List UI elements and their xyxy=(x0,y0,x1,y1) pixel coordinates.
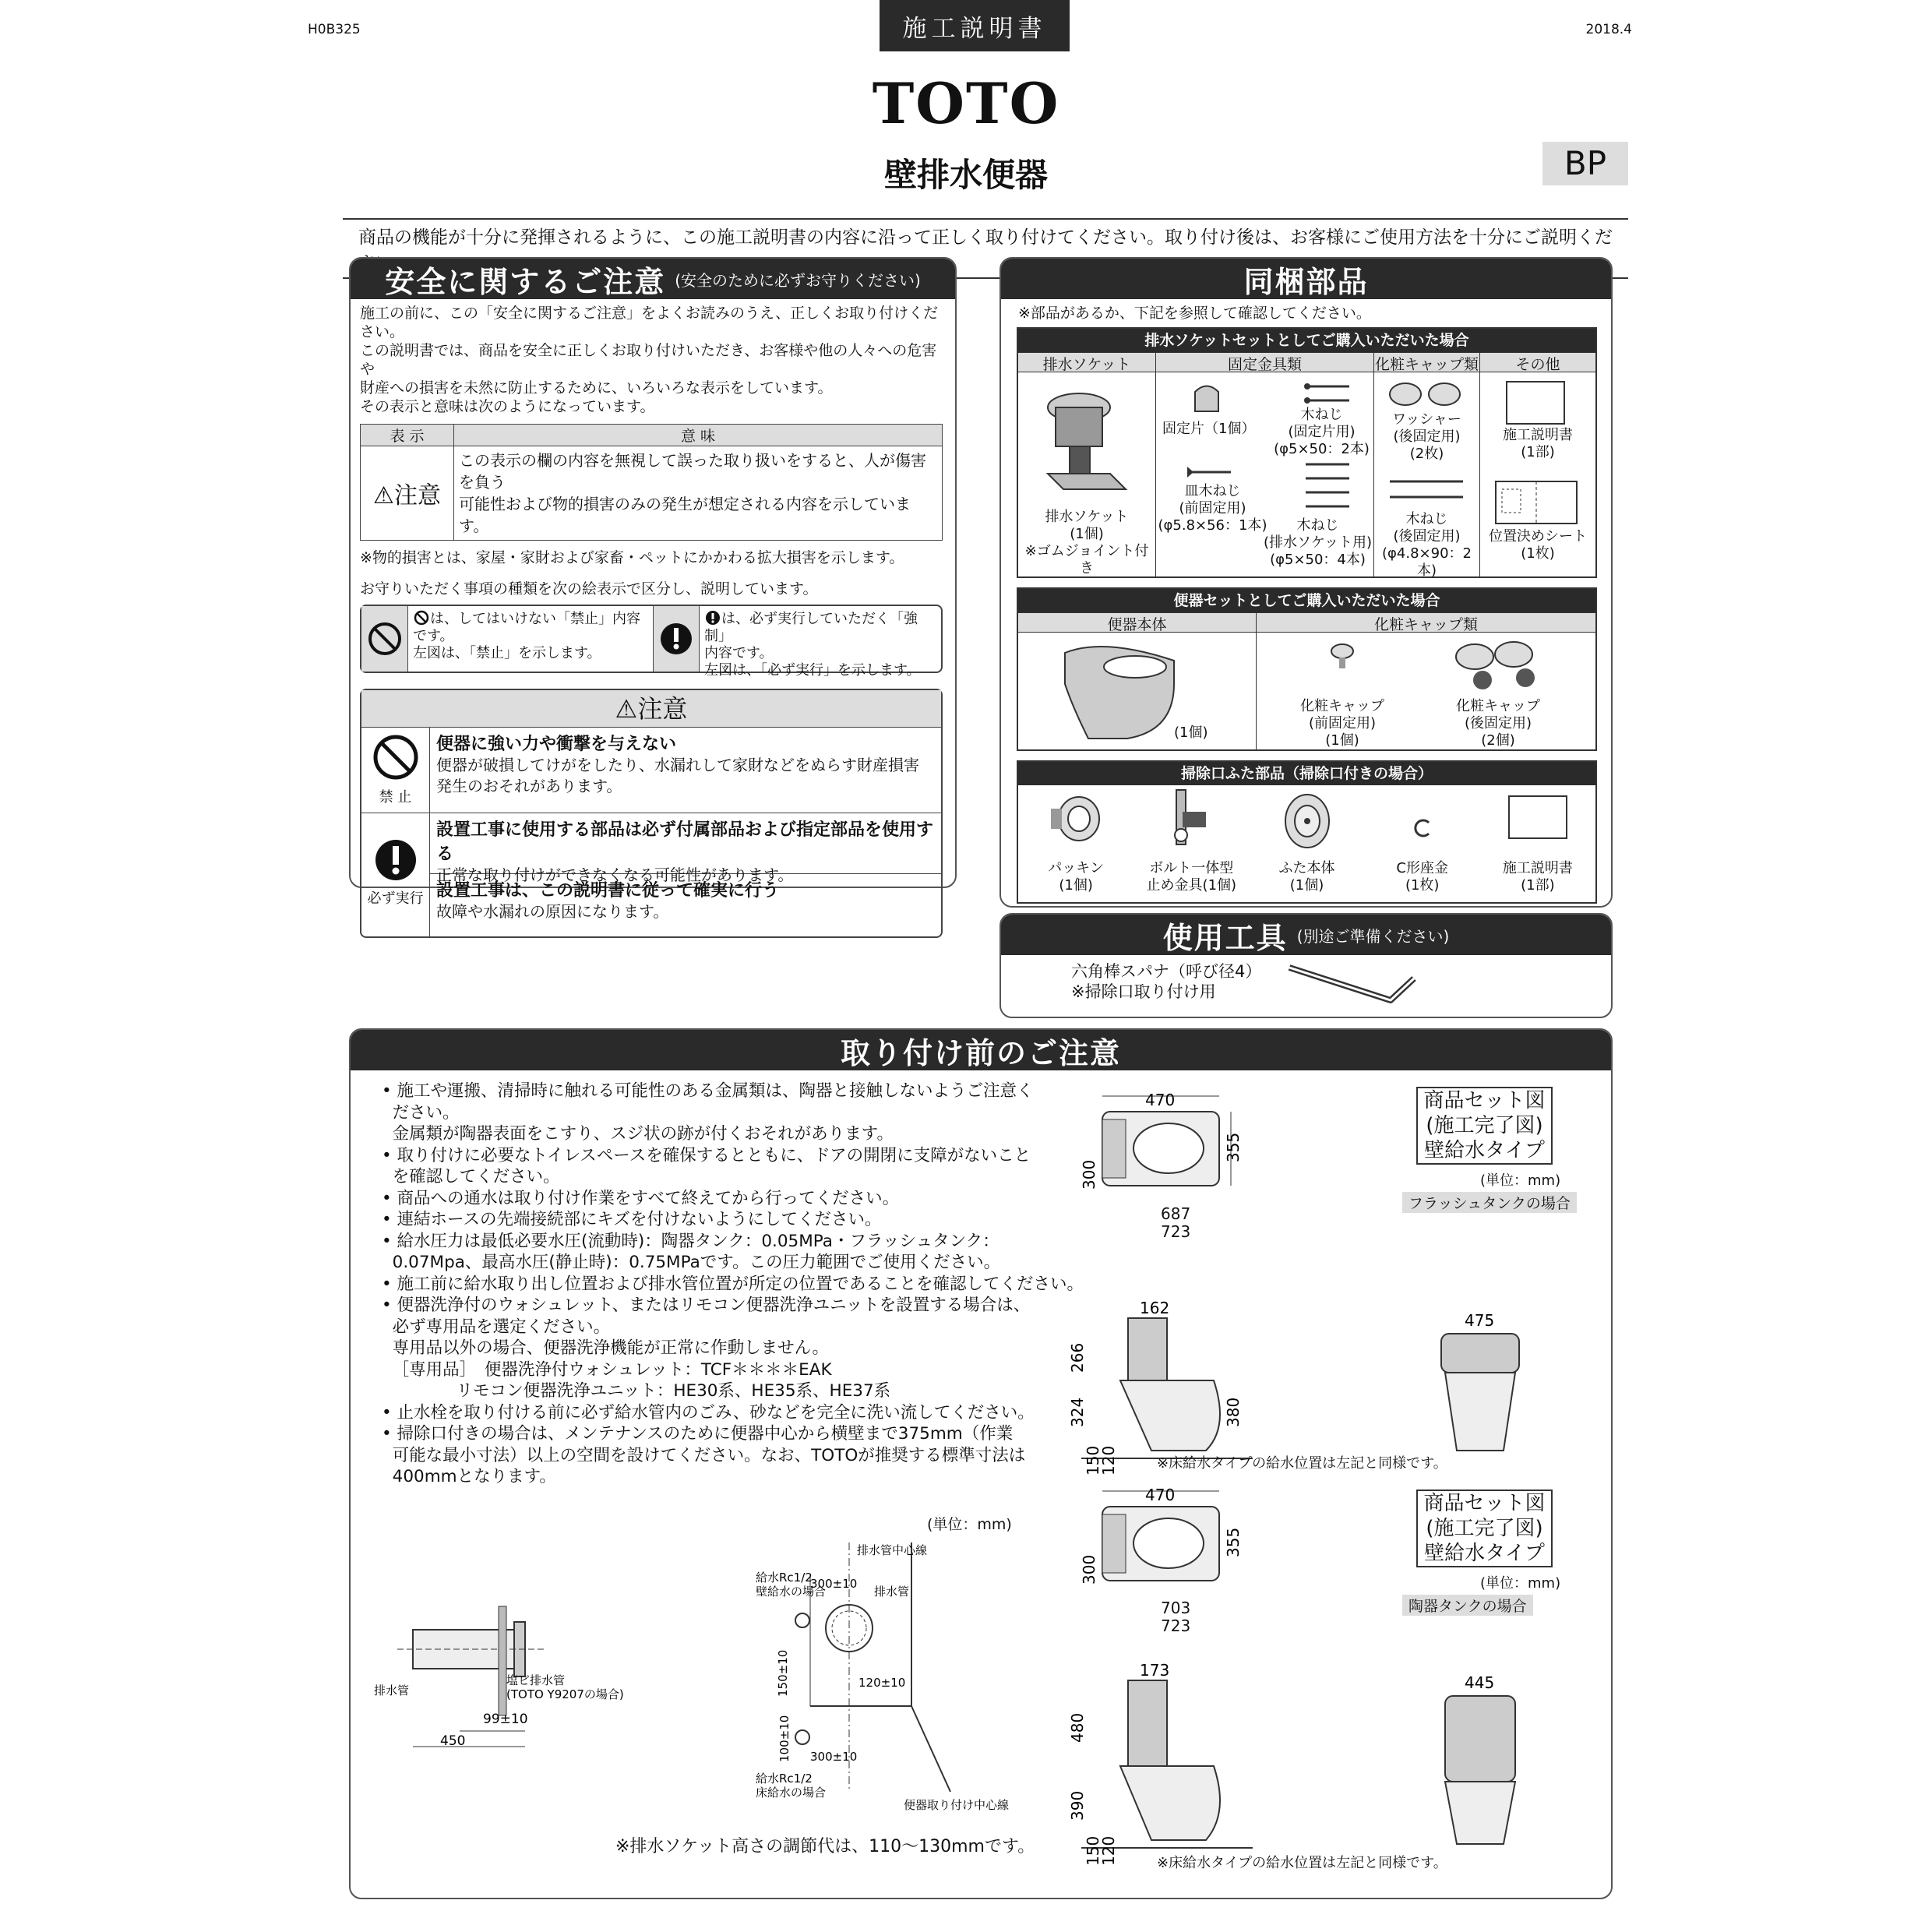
wood1-caption xyxy=(1269,407,1374,458)
dish-caption xyxy=(1156,483,1269,534)
caution-item-body: 正常な取り付けができなくなる可能性があります。 xyxy=(436,866,794,884)
caption-line: (1個) xyxy=(1325,732,1359,749)
caption-line: ※ゴムジョイント付き xyxy=(1024,543,1149,576)
plan-label: 150±10 xyxy=(776,1649,790,1697)
sheet-caption xyxy=(1480,528,1595,562)
caption-line: (1部) xyxy=(1521,444,1555,460)
rear-cap-caption xyxy=(1436,698,1560,749)
caption-line: 施工説明書 xyxy=(1503,427,1573,443)
toilet-bowl-icon xyxy=(1057,637,1190,746)
set-title-line: 商品セット図 xyxy=(1423,1089,1546,1112)
document-date: 2018.4 xyxy=(1585,22,1632,37)
unit-label: (単位：mm) xyxy=(927,1516,1012,1533)
caption-line: (1個) xyxy=(1070,526,1104,542)
bowl-caption: (1個) xyxy=(1174,724,1208,741)
must-do-icon xyxy=(653,606,700,672)
lid-icon xyxy=(1280,790,1334,852)
legend-line: は、してはいけない「禁止」内容 xyxy=(430,611,640,627)
tools-title: 使用工具 xyxy=(1162,920,1288,955)
tools-line: ※掃除口取り付け用 xyxy=(1071,982,1216,1001)
bowl-cell xyxy=(1018,633,1257,749)
lid-caption xyxy=(1249,860,1364,894)
caption-line: 止め金具(1個) xyxy=(1146,877,1237,894)
tools-line: 六角棒スパナ（呼び径4） xyxy=(1071,962,1262,981)
caption-line: (固定片用) xyxy=(1288,424,1356,440)
precaution-line: • 取り付けに必要なトイレスペースを確保するとともに、ドアの開閉に支障がないこと xyxy=(382,1145,1031,1165)
caution-item-title: 設置工事は、この説明書に従って確実に行う xyxy=(436,881,780,901)
plan-label: 100±10 xyxy=(777,1715,791,1762)
plan-label: 便器取り付け中心線 xyxy=(904,1798,1010,1812)
fixing-piece-icon xyxy=(1187,380,1226,419)
doc-type-label: 施工説明書 xyxy=(880,0,1070,51)
caution-meaning xyxy=(454,446,943,541)
heading-caps: 化粧キャップ類 xyxy=(1374,353,1480,372)
caution-box-title-text: 注意 xyxy=(637,694,688,724)
rear-cap-icon xyxy=(1451,637,1545,692)
caution-item-body: 発生のおそれがあります。 xyxy=(436,777,622,795)
cleanout-set-box xyxy=(1017,760,1597,904)
parts-panel xyxy=(999,257,1613,908)
dim-label: 120 xyxy=(1099,1445,1118,1475)
cleanout-items xyxy=(1018,785,1595,902)
caption-line: (φ5×50：2本) xyxy=(1274,441,1370,457)
prohibit-icon xyxy=(371,732,421,782)
precaution-line: リモコン便器洗浄ユニット：HE30系、HE35系、HE37系 xyxy=(382,1381,891,1401)
wood-screw-icon xyxy=(1304,458,1351,520)
prohibit-legend-text xyxy=(408,606,653,672)
hex-wrench-icon xyxy=(1282,961,1422,1008)
countersunk-screw-icon xyxy=(1187,464,1234,480)
manual2-caption xyxy=(1480,860,1595,894)
set-title-line: (施工完了図) xyxy=(1426,1114,1543,1137)
legend-line: 左図は、「禁止」を示します。 xyxy=(413,645,601,661)
caption-line: 施工説明書 xyxy=(1502,860,1573,876)
positioning-sheet-icon xyxy=(1494,480,1580,527)
plan-label: 給水Rc1/2 xyxy=(756,1571,813,1585)
display-meaning-table xyxy=(360,424,943,541)
caption-line: ふた本体 xyxy=(1278,860,1335,876)
wood2-caption xyxy=(1261,517,1374,569)
heading-caps2: 化粧キャップ類 xyxy=(1373,616,1478,633)
dim-label: 150 xyxy=(1084,1445,1102,1475)
socket-set-bar: 排水ソケットセットとしてご購入いただいた場合 xyxy=(1018,329,1595,352)
brand-logo: TOTO xyxy=(872,70,1060,136)
bowl-set-bar: 便器セットとしてご購入いただいた場合 xyxy=(1018,589,1595,612)
precaution-line: 0.07Mpa、最高水圧(静止時)：0.75MPaです。この圧力範囲でご使用ください。 xyxy=(382,1253,1001,1272)
caption-line: (前固定用) xyxy=(1308,715,1377,732)
parts-header xyxy=(1001,259,1611,299)
caution-label-cell xyxy=(361,446,454,541)
set-a-tag: フラッシュタンクの場合 xyxy=(1402,1192,1577,1213)
cleanout-item xyxy=(1133,785,1249,902)
dim-label: 480 xyxy=(1068,1712,1087,1743)
bowl-set-box xyxy=(1017,587,1597,751)
set-a-plan-diagram xyxy=(1079,1088,1274,1197)
legend-line: です。 xyxy=(413,628,454,644)
socket-caption xyxy=(1018,509,1155,577)
dim-label: 450 xyxy=(440,1733,466,1749)
precaution-line: • 連結ホースの先端接続部にキズを付けないようにしてください。 xyxy=(382,1210,882,1229)
caption-line: 化粧キャップ xyxy=(1300,698,1384,714)
document-code: H0B325 xyxy=(308,22,361,37)
dim-label: 324 xyxy=(1068,1397,1087,1427)
set-title-line: (施工完了図) xyxy=(1426,1517,1543,1540)
caption-line: ワッシャー xyxy=(1392,411,1461,428)
dim-label: 162 xyxy=(1140,1299,1170,1317)
caption-line: (1部) xyxy=(1521,877,1555,894)
caution-item-icon-label: 禁 止 xyxy=(379,789,412,806)
must-do-icon xyxy=(704,609,721,626)
legend-line: 左図は、「必ず実行」を示します。 xyxy=(704,662,921,679)
precaution-line: ［専用品］ 便器洗浄付ウォシュレット：TCF＊＊＊＊EAK xyxy=(382,1359,832,1380)
caption-line: 位置決めシート xyxy=(1489,528,1587,545)
socket-set-items xyxy=(1018,372,1595,579)
caption-line: (φ5×50：4本) xyxy=(1270,552,1366,568)
legend-line: 内容です。 xyxy=(704,645,774,661)
caution-box-title xyxy=(361,690,941,728)
series-badge: BP xyxy=(1542,142,1628,185)
set-a-note: ※床給水タイプの給水位置は左記と同様です。 xyxy=(1157,1455,1447,1472)
safety-header xyxy=(351,259,955,299)
heading-socket: 排水ソケット xyxy=(1018,353,1156,372)
dim-label: 150 xyxy=(1084,1835,1102,1866)
heading-fixtures: 固定金具類 xyxy=(1156,353,1374,372)
set-title-line: 壁給水タイプ xyxy=(1424,1542,1545,1565)
dim-label: 173 xyxy=(1140,1661,1170,1680)
tools-subtitle: (別途ご準備ください) xyxy=(1296,926,1450,946)
plan-label: 300±10 xyxy=(810,1577,858,1591)
parts-note: ※部品があるか、下記を参照して確認してください。 xyxy=(1018,305,1371,322)
dim-label: 355 xyxy=(1224,1132,1243,1162)
dim-label: 723 xyxy=(1161,1616,1191,1635)
caps-cell xyxy=(1374,372,1480,579)
socket-set-headings xyxy=(1018,352,1595,372)
drain-pipe-section-diagram xyxy=(366,1599,654,1754)
safety-intro xyxy=(360,304,946,416)
drain-socket-icon xyxy=(1040,380,1133,497)
plan-label: 床給水の場合 xyxy=(756,1786,827,1800)
cleanout-item xyxy=(1018,785,1133,902)
set-a-front-diagram xyxy=(1410,1303,1550,1466)
caption-line: (1個) xyxy=(1289,877,1324,894)
dim-label: 266 xyxy=(1068,1342,1087,1373)
manual-icon xyxy=(1507,795,1570,841)
caution-item-icon-label: 必ず実行 xyxy=(367,890,424,907)
wood-screw-icon xyxy=(1304,379,1351,410)
caution-item-icon-cell xyxy=(361,728,430,813)
dim-label: 703 xyxy=(1161,1599,1191,1617)
plan-label: 給水Rc1/2 xyxy=(756,1772,813,1786)
precaution-line: • 施工前に給水取り出し位置および排水管位置が所定の位置であることを確認してください。 xyxy=(382,1274,1084,1294)
precaution-line: 必ず専用品を選定ください。 xyxy=(382,1317,611,1337)
pipe-label: 排水管 xyxy=(374,1683,410,1698)
caution-item-title: 便器に強い力や衝撃を与えない xyxy=(436,735,677,754)
product-title: 壁排水便器 xyxy=(883,156,1048,194)
caption-line: 木ねじ xyxy=(1296,517,1339,534)
wood3-caption xyxy=(1374,511,1479,580)
plan-label: 壁給水の場合 xyxy=(756,1585,827,1599)
caption-line: 皿木ねじ xyxy=(1184,483,1241,499)
precaution-line: • 便器洗浄付のウォシュレット、またはリモコン便器洗浄ユニットを設置する場合は、 xyxy=(382,1296,1031,1315)
must-legend-text xyxy=(700,606,941,679)
precautions-header xyxy=(351,1030,1611,1070)
set-title-line: 商品セット図 xyxy=(1423,1492,1546,1515)
caption-line: (2枚) xyxy=(1409,446,1444,462)
packing-icon xyxy=(1048,791,1102,846)
cleanout-item xyxy=(1365,785,1480,902)
caption-line: (φ4.8×90：2本) xyxy=(1382,545,1472,579)
heading-bowl: 便器本体 xyxy=(1018,613,1257,632)
warning-triangle-icon: ⚠ xyxy=(373,482,394,509)
caption-line: (後固定用) xyxy=(1393,428,1461,445)
dim-label: 470 xyxy=(1145,1091,1176,1109)
packing-caption xyxy=(1018,860,1133,894)
safety-panel xyxy=(349,257,957,921)
caution-item xyxy=(361,728,941,813)
set-b-title-box xyxy=(1416,1490,1553,1567)
precaution-line: 金属類が陶器表面をこすり、スジ状の跡が付くおそれがあります。 xyxy=(382,1124,894,1144)
set-a-title-box xyxy=(1416,1087,1553,1165)
table-head-display: 表 示 xyxy=(361,425,454,446)
caution-item-title: 設置工事に使用する部品は必ず付属部品および指定部品を使用する xyxy=(436,820,934,864)
safety-title: 安全に関するご注意 xyxy=(385,264,666,299)
caption-line: (排水ソケット用) xyxy=(1264,534,1372,551)
bowl-set-headings xyxy=(1018,612,1595,633)
prohibit-icon xyxy=(413,609,430,626)
plan-label: 排水管 xyxy=(874,1585,910,1599)
front-cap-caption xyxy=(1280,698,1405,749)
heading-other: その他 xyxy=(1515,356,1560,373)
pipe-label: (TOTO Y9207の場合) xyxy=(506,1687,624,1701)
safety-intro-line: 施工の前に、この「安全に関するご注意」をよくお読みのうえ、正しくお取り付けください。 xyxy=(360,305,939,340)
bowl-set-items xyxy=(1018,633,1595,749)
precaution-line: • 施工や運搬、清掃時に触れる可能性のある金属類は、陶器と接触しないようご注意く xyxy=(382,1081,1034,1101)
tools-header xyxy=(1001,915,1611,955)
fixtures-cell xyxy=(1156,372,1374,576)
socket-cell xyxy=(1018,372,1156,576)
precaution-line: • 止水栓を取り付ける前に必ず給水管内のごみ、砂などを完全に洗い流してください。 xyxy=(382,1402,1035,1423)
precaution-line: • 給水圧力は最低必要水圧(流動時)：陶器タンク：0.05MPa・フラッシュタンク： xyxy=(382,1231,999,1251)
set-b-front-diagram xyxy=(1410,1665,1550,1860)
washer-icon xyxy=(1388,380,1466,408)
dim-label: 355 xyxy=(1224,1527,1243,1557)
caption-line: パッキン xyxy=(1048,860,1105,876)
caution-box xyxy=(360,689,943,938)
unit-label: (単位：mm) xyxy=(1480,1575,1561,1592)
dim-label: 470 xyxy=(1145,1486,1176,1504)
precaution-line: • 商品への通水は取り付け作業をすべて終えてから行ってください。 xyxy=(382,1188,900,1208)
plan-label: 排水管中心線 xyxy=(857,1543,928,1557)
caption-line: 化粧キャップ xyxy=(1456,698,1540,714)
dim-label: 445 xyxy=(1465,1673,1495,1692)
caution-meaning-line: この表示の欄の内容を無視して誤った取り扱いをすると、人が傷害を負う xyxy=(459,451,926,492)
manual-caption xyxy=(1480,427,1595,461)
precaution-line: 400mmとなります。 xyxy=(382,1467,556,1486)
dim-label: 390 xyxy=(1068,1790,1087,1821)
caption-line: (後固定用) xyxy=(1393,528,1461,545)
wood-screw-icon xyxy=(1388,474,1466,505)
caution-item-text xyxy=(430,728,925,813)
other-cell xyxy=(1480,372,1595,576)
precautions-panel xyxy=(349,1028,1613,1899)
dim-label: 723 xyxy=(1161,1222,1191,1241)
legend-line: は、必ず実行していただく「強制」 xyxy=(704,611,918,644)
safety-intro-line: その表示と意味は次のようになっています。 xyxy=(360,398,655,415)
dim-label: 120 xyxy=(1099,1835,1118,1866)
caption-line: (1個) xyxy=(1059,877,1093,894)
caution-item-body: 故障や水漏れの原因になります。 xyxy=(436,902,669,921)
caution-item-body: 便器が破損してけがをしたり、水漏れして家財などをぬらす財産損害 xyxy=(436,756,919,774)
caption-line: ボルト一体型 xyxy=(1149,860,1234,876)
unit-label: (単位：mm) xyxy=(1480,1172,1561,1189)
precaution-line: 専用品以外の場合、便器洗浄機能が正常に作動しません。 xyxy=(382,1338,829,1358)
dim-label: 380 xyxy=(1224,1397,1243,1427)
caution-item xyxy=(361,813,941,938)
cleanout-item xyxy=(1249,785,1364,902)
cleanout-item xyxy=(1480,785,1595,902)
caption-line: 木ねじ xyxy=(1300,407,1343,423)
c-washer-icon xyxy=(1412,816,1435,840)
dim-label: 99±10 xyxy=(483,1712,528,1727)
caution-item-icon-cell xyxy=(361,813,430,938)
caption-line: (後固定用) xyxy=(1464,715,1532,732)
parts-title: 同梱部品 xyxy=(1243,264,1369,299)
plan-label: 120±10 xyxy=(858,1676,906,1690)
intro-text: 商品の機能が十分に発揮されるように、この施工説明書の内容に沿って正しく取り付けてください。取り付け後は、お客様にご使用方法を十分にご説明くだ xyxy=(343,218,1628,279)
front-cap-icon xyxy=(1327,640,1358,672)
safety-subtitle: (安全のために必ずお守りください) xyxy=(675,270,921,290)
prohibit-icon xyxy=(361,606,408,672)
caption-line: (前固定用) xyxy=(1179,500,1246,516)
set-b-note: ※床給水タイプの給水位置は左記と同様です。 xyxy=(1157,1855,1447,1871)
table-head-meaning: 意 味 xyxy=(454,425,943,446)
safety-note-1: ※物的損害とは、家屋・家財および家畜・ペットにかかわる拡大損害を示します。 xyxy=(360,549,904,566)
must-do-icon xyxy=(372,837,419,883)
caution-item-text xyxy=(430,813,941,938)
dim-label: 300 xyxy=(1080,1159,1098,1190)
caps2-cell xyxy=(1257,633,1595,749)
set-title-line: 壁給水タイプ xyxy=(1424,1139,1545,1162)
bolt-fitting-icon xyxy=(1169,788,1215,851)
socket-set-box xyxy=(1017,327,1597,578)
precaution-line: ださい。 xyxy=(382,1102,460,1123)
bolt-caption xyxy=(1133,860,1249,894)
precautions-title: 取り付け前のご注意 xyxy=(840,1035,1121,1070)
warning-triangle-icon: ⚠ xyxy=(615,694,638,724)
tools-panel xyxy=(999,913,1613,1018)
set-b-side-diagram xyxy=(1066,1661,1260,1867)
symbol-legend xyxy=(360,605,943,679)
safety-note-2: お守りいただく事項の種類を次の絵表示で区分し、説明しています。 xyxy=(360,580,818,598)
caption-line: (φ5.8×56：1本) xyxy=(1158,517,1267,534)
dim-label: 300 xyxy=(1080,1554,1098,1585)
fix-caption: 固定片（1個） xyxy=(1162,421,1256,437)
caption-line: (1枚) xyxy=(1521,545,1555,562)
plan-label: 300±10 xyxy=(810,1750,858,1764)
caution-label: 注意 xyxy=(393,482,441,509)
c-washer-caption xyxy=(1365,860,1480,894)
socket-adjust-note: ※排水ソケット高さの調節代は、110〜130mmです。 xyxy=(615,1837,1035,1856)
caution-meaning-line: 可能性および物的損害のみの発生が想定される内容を示しています。 xyxy=(459,495,911,535)
pipe-label: 塩ビ排水管 xyxy=(506,1673,566,1687)
set-b-plan-diagram xyxy=(1079,1483,1274,1592)
dim-label: 687 xyxy=(1161,1204,1191,1223)
dim-label: 475 xyxy=(1465,1311,1495,1330)
caption-line: (2個) xyxy=(1481,732,1515,749)
safety-intro-line: この説明書では、商品を安全に正しくお取り付けいただき、お客様や他の人々への危害や xyxy=(360,342,937,378)
safety-intro-line: 財産への損害を未然に防止するために、いろいろな表示をしています。 xyxy=(360,379,833,397)
caption-line: (1枚) xyxy=(1405,877,1440,894)
supply-drain-plan-diagram xyxy=(654,1535,1028,1823)
precaution-line: 可能な最小寸法）以上の空間を設けてください。なお、TOTOが推奨する標準寸法は xyxy=(382,1445,1026,1465)
washer-caption xyxy=(1374,411,1479,463)
precaution-line: • 掃除口付きの場合は、メンテナンスのために便器中心から横壁まで375mm（作業 xyxy=(382,1424,1014,1444)
cleanout-set-bar: 掃除口ふた部品（掃除口付きの場合） xyxy=(1018,762,1595,785)
manual-icon xyxy=(1505,380,1567,427)
precaution-line: を確認してください。 xyxy=(382,1167,560,1186)
caption-line: 木ねじ xyxy=(1405,511,1448,527)
set-b-tag: 陶器タンクの場合 xyxy=(1402,1595,1533,1616)
caption-line: C形座金 xyxy=(1396,860,1448,876)
caption-line: 排水ソケット xyxy=(1045,509,1129,525)
